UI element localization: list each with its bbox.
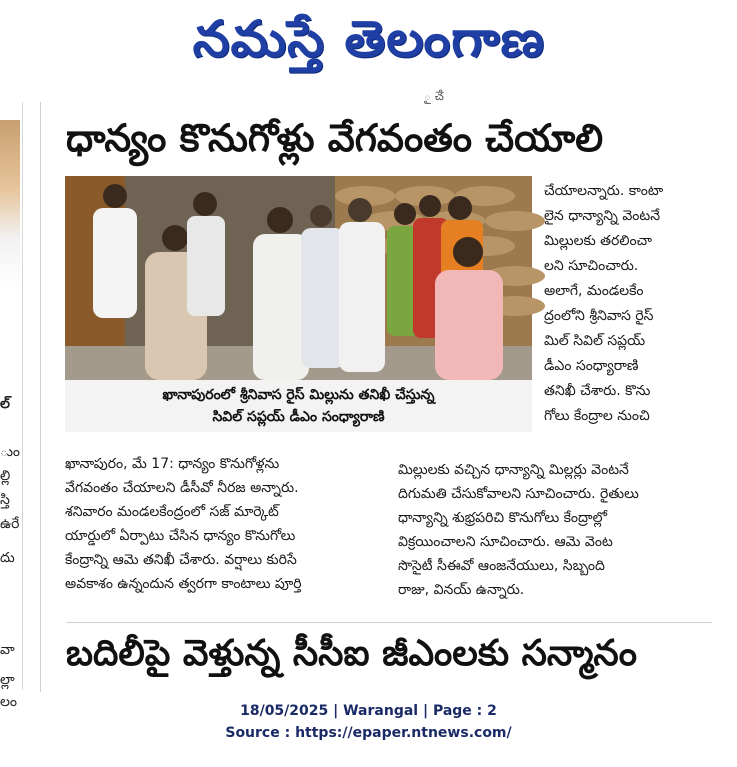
text-line: మిల్లులకు తరలించా <box>544 233 652 249</box>
text-line: దిగుమతి చేసుకోవాలని సూచించారు. రైతులు <box>398 486 639 502</box>
second-article-headline: బదిలీపై వెళ్తున్న సీసీఐ జీఎంలకు సన్మానం <box>66 633 637 674</box>
caption-line: ఖానాపురంలో శ్రీనివాస రైస్ మిల్లును తనిఖీ చేస్తున్న <box>162 387 435 403</box>
strip-line: లం <box>0 694 18 710</box>
strip-line: వా <box>0 642 15 658</box>
source-link[interactable]: Source : https://epaper.ntnews.com/ <box>225 725 512 741</box>
text-line: చేయాలన్నారు. కాంటా <box>544 183 664 199</box>
edition-info: 18/05/2025 | Warangal | Page : 2 <box>240 703 497 719</box>
strip-line: ఉరే <box>0 516 20 532</box>
section-divider <box>66 622 712 623</box>
text-line: మిల్లులకు వచ్చిన ధాన్యాన్ని మిల్లర్లు వెంటనే <box>398 462 629 478</box>
text-line: అవకాశం ఉన్నందున త్వరగా కాంటాలు పూర్తి <box>65 576 302 592</box>
text-line: యార్డులో ఏర్పాటు చేసిన ధాన్యం కొనుగోలు <box>65 528 296 544</box>
strip-line: ుం <box>0 444 21 460</box>
text-line: మిల్ సివిల్ సప్లయ్ <box>544 333 646 349</box>
strip-line: స్తి <box>0 492 10 508</box>
strip-line: ల్లి <box>0 468 11 484</box>
caption-line: సివిల్ సప్లయ్ డీఎం సంధ్యారాణి <box>212 409 385 425</box>
text-line: విక్రయించాలని సూచించారు. ఆమె వెంట <box>398 534 613 550</box>
text-line: లని సూచించారు. <box>544 258 639 274</box>
text-line: గోలు కేంద్రాల నుంచి <box>544 408 650 424</box>
article-headline: ధాన్యం కొనుగోళ్లు వేగవంతం చేయాలి <box>66 116 604 160</box>
text-line: వేగవంతం చేయాలని డీసీవో నీరజ అన్నారు. <box>65 480 299 496</box>
news-photo <box>65 176 532 380</box>
text-line: కేంద్రాన్ని ఆమె తనిఖీ చేశారు. వర్షాలు కురిసే <box>65 552 297 568</box>
strip-line: దు <box>0 550 15 566</box>
adjacent-photo-fragment <box>0 120 20 290</box>
text-line: డీఎం సంధ్యారాణి <box>544 358 639 374</box>
newspaper-logo: నమస్తే తెలంగాణ <box>192 10 545 68</box>
photo-caption <box>65 380 532 432</box>
text-line: రాజు, వినయ్ ఉన్నారు. <box>398 582 525 598</box>
text-line: లైన ధాన్యాన్ని వెంటనే <box>544 208 661 224</box>
text-line: తనిఖీ చేశారు. కొను <box>544 383 651 399</box>
top-text-fragment: ౖ ౘ <box>424 89 444 103</box>
strip-line: ల్లా <box>0 672 15 688</box>
strip-line: ల్ <box>0 396 10 412</box>
masthead <box>0 0 737 80</box>
text-line: ద్రంలోని శ్రీనివాస రైస్ <box>544 308 654 324</box>
column-divider <box>40 102 41 692</box>
page-footer <box>0 700 737 744</box>
text-line: శనివారం మండలకేంద్రంలో సజ్ మార్కెట్ <box>65 504 279 520</box>
photo-illustration <box>65 176 532 380</box>
text-line: సొసైటీ సీఈవో ఆంజనేయులు, సిబ్బంది <box>398 558 605 574</box>
text-line: ఖానాపురం, మే 17: ధాన్యం కొనుగోళ్లను <box>65 456 280 472</box>
text-line: అలాగే, మండలకేం <box>544 283 644 299</box>
text-line: ధాన్యాన్ని శుభ్రపరిచి కొనుగోలు కేంద్రాల్లో <box>398 510 607 526</box>
adjacent-column-strip <box>0 102 23 710</box>
